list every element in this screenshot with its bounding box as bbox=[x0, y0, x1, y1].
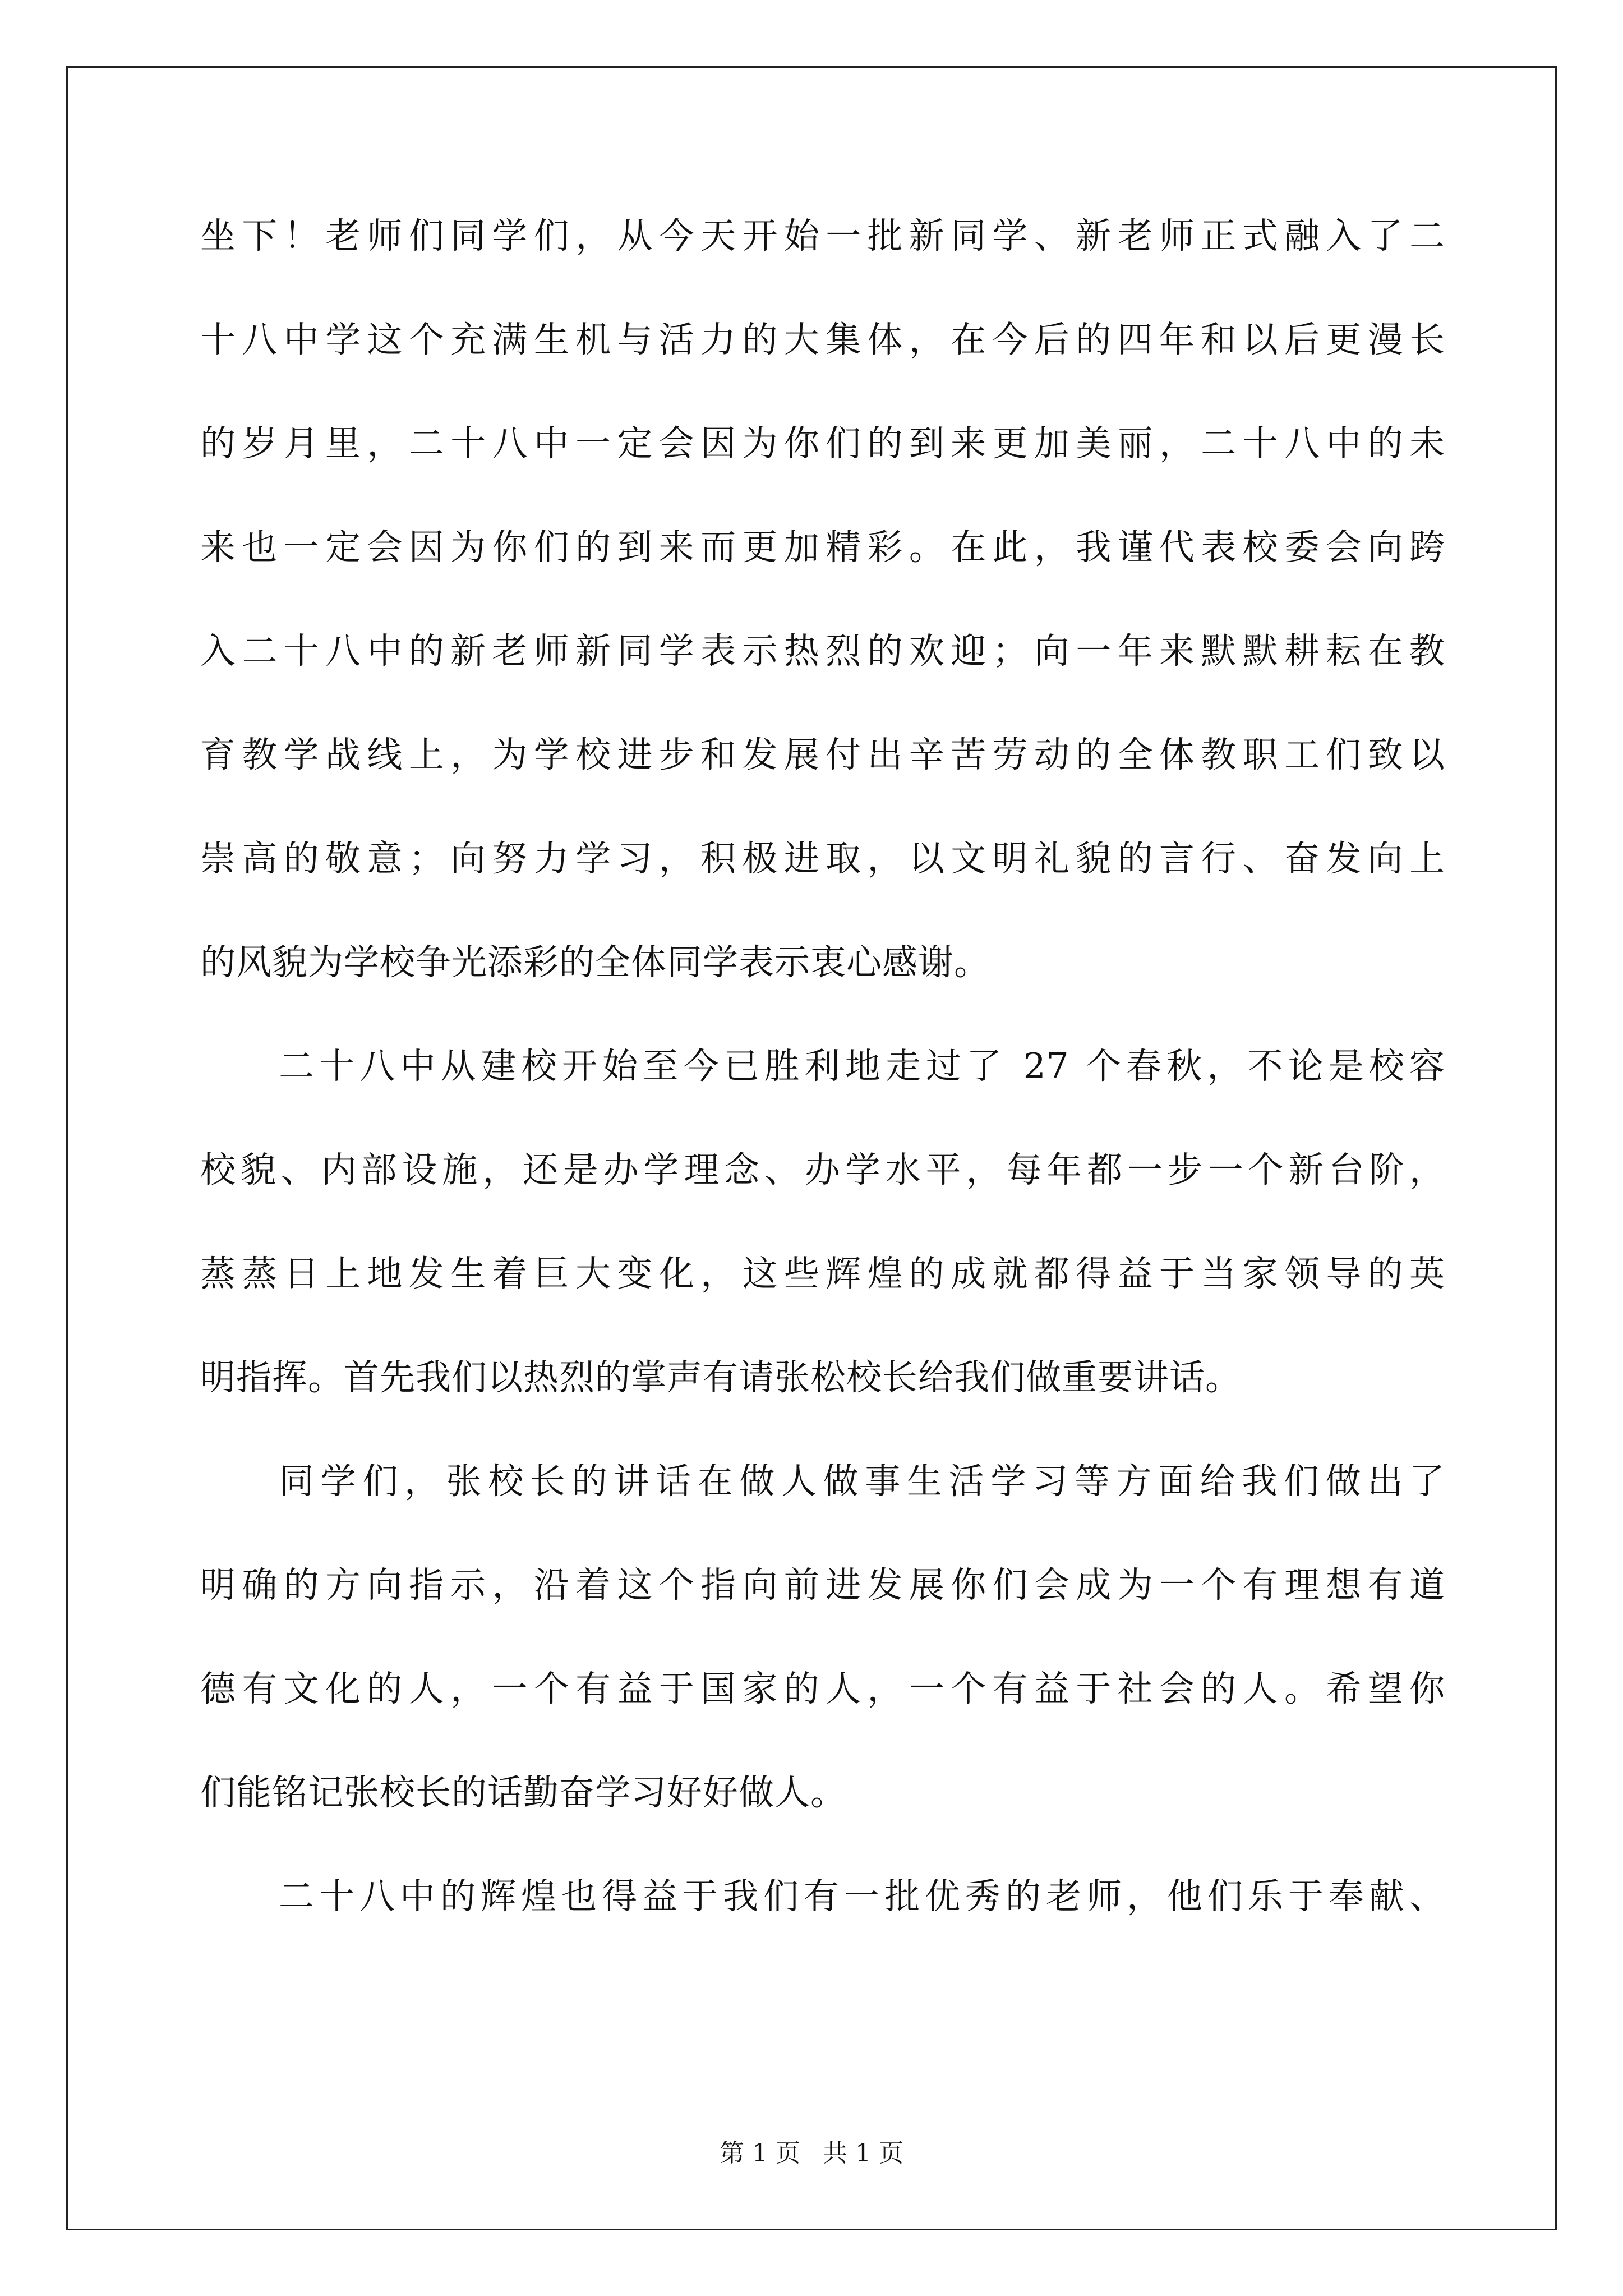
text-line: 来也一定会因为你们的到来而更加精彩。在此，我谨代表校委会向跨 bbox=[200, 527, 1445, 568]
text-line: 育教学战线上，为学校进步和发展付出辛苦劳动的全体教职工们致以 bbox=[200, 734, 1445, 775]
text-line: 蒸蒸日上地发生着巨大变化，这些辉煌的成就都得益于当家领导的英 bbox=[200, 1253, 1445, 1294]
paragraph-first-line: 二十八中从建校开始至今已胜利地走过了 27 个春秋，不论是校容 bbox=[279, 1046, 1445, 1087]
paragraph-first-line: 二十八中的辉煌也得益于我们有一批优秀的老师，他们乐于奉献、 bbox=[279, 1876, 1445, 1917]
text-line: 的风貌为学校争光添彩的全体同学表示衷心感谢。 bbox=[200, 942, 990, 983]
page-total: 共 1 页 bbox=[823, 2139, 903, 2168]
document-body bbox=[200, 217, 1445, 1981]
page-number: 第 1 页 bbox=[720, 2139, 800, 2168]
text-line: 校貌、内部设施，还是办学理念、办学水平，每年都一步一个新台阶， bbox=[200, 1149, 1445, 1190]
text-line: 明指挥。首先我们以热烈的掌声有请张松校长给我们做重要讲话。 bbox=[200, 1357, 1241, 1398]
text-line: 坐下！老师们同学们，从今天开始一批新同学、新老师正式融入了二 bbox=[200, 215, 1445, 256]
page-footer bbox=[0, 2139, 1623, 2168]
text-line: 德有文化的人，一个有益于国家的人，一个有益于社会的人。希望你 bbox=[200, 1668, 1445, 1709]
text-line: 十八中学这个充满生机与活力的大集体，在今后的四年和以后更漫长 bbox=[200, 319, 1445, 360]
text-line: 的岁月里，二十八中一定会因为你们的到来更加美丽，二十八中的未 bbox=[200, 423, 1445, 464]
text-line: 崇高的敬意；向努力学习，积极进取，以文明礼貌的言行、奋发向上 bbox=[200, 838, 1445, 879]
text-line: 明确的方向指示，沿着这个指向前进发展你们会成为一个有理想有道 bbox=[200, 1565, 1445, 1605]
text-line: 入二十八中的新老师新同学表示热烈的欢迎；向一年来默默耕耘在教 bbox=[200, 631, 1445, 671]
paragraph-first-line: 同学们，张校长的讲话在做人做事生活学习等方面给我们做出了 bbox=[279, 1461, 1445, 1502]
text-line: 们能铭记张校长的话勤奋学习好好做人。 bbox=[200, 1772, 846, 1813]
